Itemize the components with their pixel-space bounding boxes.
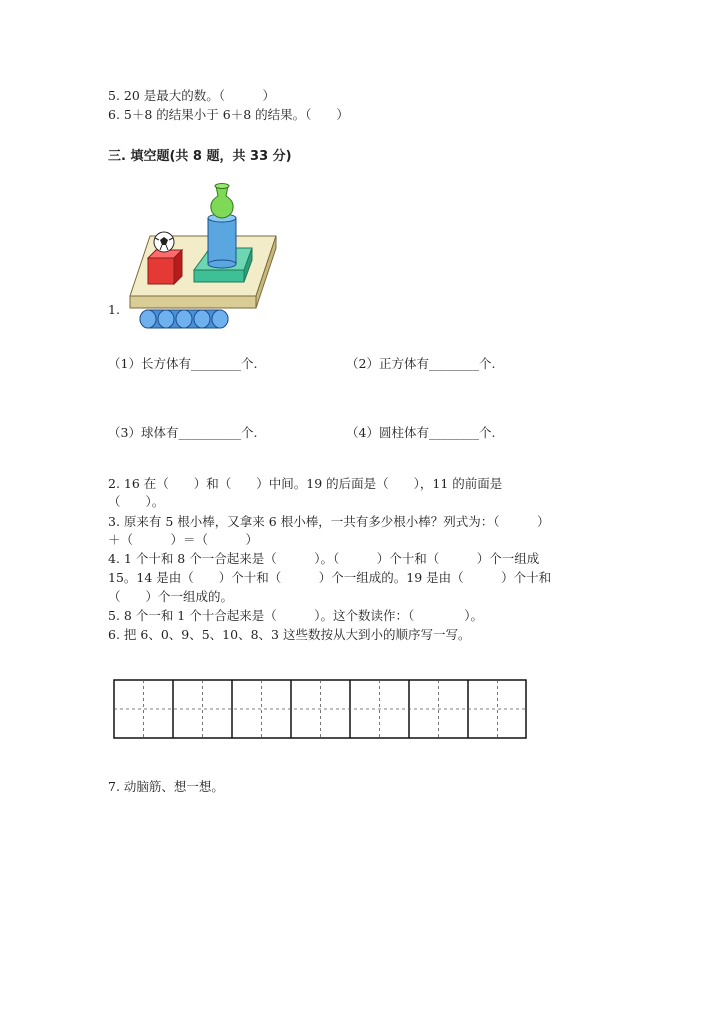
question-3-line-2: ＋（ ）＝（ ） xyxy=(108,532,259,547)
q1-part-1: （1）长方体有________个. xyxy=(108,356,258,371)
question-4-line-1: 4. 1 个十和 8 个一合起来是（ ）。（ ）个十和（ ）个一组成 xyxy=(108,551,540,566)
section-3-title: 三. 填空题(共 8 题，共 33 分) xyxy=(108,149,292,164)
question-2-line-2: （ ）。 xyxy=(108,494,165,509)
red-cube xyxy=(148,250,182,284)
question-5: 5. 8 个一和 1 个十合起来是（ ）。这个数读作：（ ）。 xyxy=(108,608,483,623)
question-6: 6. 把 6、0、9、5、10、8、3 这些数按从大到小的顺序写一写。 xyxy=(108,627,471,642)
question-4-line-3: （ ）个一组成的。 xyxy=(108,589,234,604)
green-vase xyxy=(211,184,233,219)
q1-part-4: （4）圆柱体有________个. xyxy=(346,425,496,440)
judgment-question-6: 6. 5＋8 的结果小于 6＋8 的结果。（ ） xyxy=(108,107,349,122)
writing-grid[interactable] xyxy=(113,679,527,739)
roller-cylinders xyxy=(140,310,228,328)
shapes-illustration xyxy=(128,178,278,336)
q1-part-2: （2）正方体有________个. xyxy=(346,356,496,371)
question-3-line-1: 3. 原来有 5 根小棒，又拿来 6 根小棒，一共有多少根小棒？列式为：（ ） xyxy=(108,514,550,529)
question-2-line-1: 2. 16 在（ ）和（ ）中间。19 的后面是（ ），11 的前面是 xyxy=(108,476,503,491)
question-7: 7. 动脑筋、想一想。 xyxy=(108,779,224,794)
question-4-line-2: 15。14 是由（ ）个十和（ ）个一组成的。19 是由（ ）个十和 xyxy=(108,570,552,585)
judgment-question-5: 5. 20 是最大的数。（ ） xyxy=(108,88,276,103)
question-1-number: 1. xyxy=(108,302,120,317)
soccer-ball xyxy=(154,232,174,252)
q1-part-3: （3）球体有__________个. xyxy=(108,425,258,440)
blue-cylinder xyxy=(208,214,236,268)
